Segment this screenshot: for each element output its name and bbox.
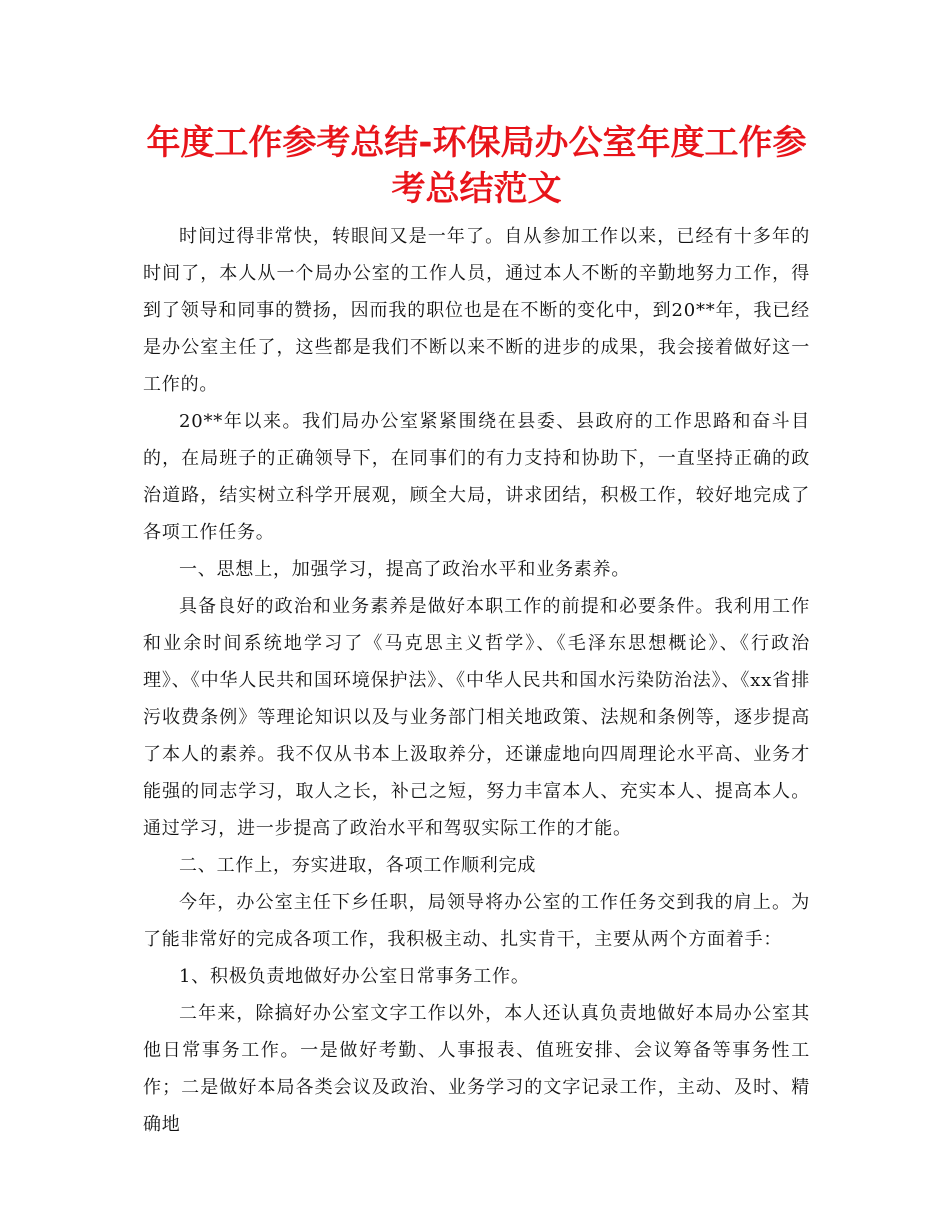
- paragraph-3: 具备良好的政治和业务素养是做好本职工作的前提和必要条件。我利用工作和业余时间系统地学习了《马克思主义哲学》、《毛泽东思想概论》、《行政治理》、《中华人民共和国环境保护法》、《中华人民共和国水污染防治法》、《xx省排污收费条例》等理论知识以及与业务部门相关地政策、法规和条例等，逐步提高了本人的素养。我不仅从书本上汲取养分，还谦虚地向四周理论水平高、业务才能强的同志学习，取人之长，补己之短，努力丰富本人、充实本人、提高本人。通过学习，进一步提高了政治水平和驾驭实际工作的才能。: [143, 596, 810, 839]
- section-heading-2: 二、工作上，夯实进取，各项工作顺利完成: [179, 855, 537, 876]
- paragraph-4: 今年，办公室主任下乡任职，局领导将办公室的工作任务交到我的肩上。为了能非常好的完成各项工作，我积极主动、扎实肯干，主要从两个方面着手：: [143, 892, 810, 950]
- paragraph-1: 时间过得非常快，转眼间又是一年了。自从参加工作以来，已经有十多年的时间了，本人从一个局办公室的工作人员，通过本人不断的辛勤地努力工作，得到了领导和同事的赞扬，因而我的职位也是在不断的变化中，到20**年，我已经是办公室主任了，这些都是我们不断以来不断的进步的成果，我会接着做好这一工作的。: [143, 226, 810, 395]
- paragraph-2: 20**年以来。我们局办公室紧紧围绕在县委、县政府的工作思路和奋斗目的，在局班子的正确领导下，在同事们的有力支持和协助下，一直坚持正确的政治道路，结实树立科学开展观，顾全大局，讲求团结，积极工作，较好地完成了各项工作任务。: [143, 411, 810, 543]
- document-body: [143, 218, 810, 1143]
- subsection-heading-1: 1、积极负责地做好办公室日常事务工作。: [179, 966, 530, 987]
- document-title: 年度工作参考总结-环保局办公室年度工作参考总结范文: [146, 123, 807, 209]
- paragraph-5: 二年来，除搞好办公室文字工作以外，本人还认真负责地做好本局办公室其他日常事务工作。一是做好考勤、人事报表、值班安排、会议筹备等事务性工作；二是做好本局各类会议及政治、业务学习的文字记录工作，主动、及时、精确地: [143, 1003, 810, 1135]
- section-heading-1: 一、思想上，加强学习，提高了政治水平和业务素养。: [179, 559, 631, 580]
